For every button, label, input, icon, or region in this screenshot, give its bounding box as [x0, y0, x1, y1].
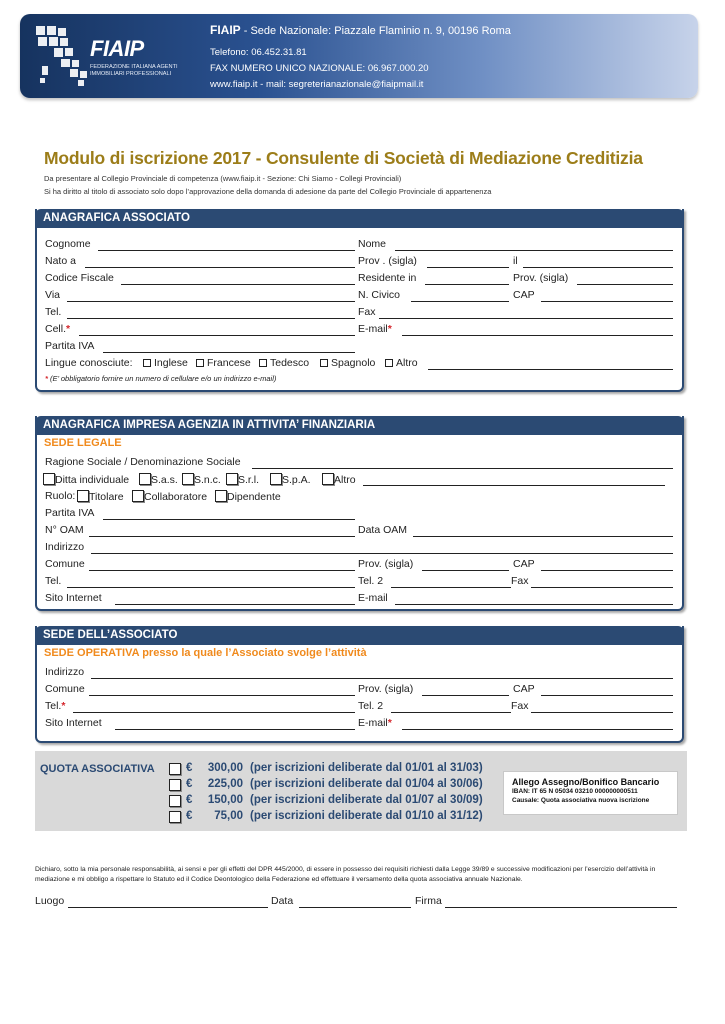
cap-field[interactable]	[541, 301, 673, 302]
required-note	[45, 374, 276, 383]
indirizzo-label: Indirizzo	[45, 541, 85, 553]
tel2-label: Tel. 2	[358, 575, 384, 587]
quota-amount: 150,00	[207, 794, 243, 806]
fax-label: Fax	[511, 575, 529, 587]
email-label	[358, 717, 392, 731]
nato-a-field[interactable]	[85, 267, 355, 268]
forma-snc-label: S.n.c.	[194, 474, 221, 486]
payment-iban: IBAN: IT 65 N 05034 03210 000000000511	[512, 788, 638, 795]
tel-label-text: Tel.	[45, 700, 62, 712]
required-mark: *	[387, 717, 392, 729]
letterhead-banner	[20, 14, 698, 98]
cell-label	[45, 323, 70, 337]
row-sito-sede	[45, 717, 680, 731]
nato-a-label: Nato a	[45, 255, 76, 267]
fax-label: Fax	[358, 306, 376, 318]
tel-label	[45, 700, 65, 714]
sito-field[interactable]	[115, 604, 355, 605]
quota-amount: 225,00	[207, 778, 243, 790]
tel-label: Tel.	[45, 306, 62, 318]
checkbox[interactable]	[196, 359, 204, 367]
partita-iva-label: Partita IVA	[45, 340, 95, 352]
sede-operativa-heading: SEDE OPERATIVA presso la quale l’Associato svolge l’attività	[44, 647, 367, 659]
checkbox[interactable]	[169, 763, 181, 775]
lingua-francese-label: Francese	[207, 357, 251, 369]
row-cell-email	[45, 323, 680, 337]
lingua-inglese[interactable]	[141, 357, 188, 371]
quota-amount: 75,00	[214, 810, 243, 822]
row-sito-impresa	[45, 592, 680, 606]
sito-label: Sito Internet	[45, 717, 102, 729]
forma-altro-label: Altro	[334, 474, 356, 486]
checkbox[interactable]	[215, 490, 227, 502]
declaration-text: Dichiaro, sotto la mia personale responsabilità, ai sensi e per gli effetti del DPR 445/2000, di essere in possesso dei requisiti richiesti dalla Legge 39/89 e successive modificazioni per l’esercizio dell’attività in mediazione e mi obbligo a rispettare lo Statuto ed il Codice Deontologico della Federazione ed effettuare il versamento della quota associativa annuale Nazionale.	[35, 866, 656, 883]
quota-description: (per iscrizioni deliberate dal 01/07 al 30/09)	[250, 794, 483, 806]
row-comune-sede	[45, 683, 680, 697]
header-fax: FAX NUMERO UNICO NAZIONALE: 06.967.000.20	[210, 63, 429, 74]
row-tel-impresa	[45, 575, 680, 589]
row-nato	[45, 255, 680, 269]
row-cognome-nome	[45, 238, 680, 252]
currency-symbol: €	[186, 810, 193, 822]
prov-sigla-label: Prov. (sigla)	[358, 683, 414, 695]
row-ragione-sociale	[45, 456, 680, 470]
header-phone: Telefono: 06.452.31.81	[210, 47, 307, 58]
section-heading: ANAGRAFICA ASSOCIATO	[35, 209, 684, 228]
header-web[interactable]: www.fiaip.it - mail: segreterianazionale@fiaipmail.it	[210, 79, 424, 90]
cap-field[interactable]	[541, 570, 673, 571]
cap-label: CAP	[513, 683, 535, 695]
italy-map-icon	[34, 24, 94, 90]
logo-wordmark: FIAIP	[90, 36, 144, 61]
ruolo-dipendente-label: Dipendente	[227, 491, 281, 503]
row-partita-iva	[45, 340, 680, 354]
prov-sigla-label: Prov . (sigla)	[358, 255, 417, 267]
prov-sigla-2-field[interactable]	[577, 284, 673, 285]
data-label: Data	[271, 895, 294, 907]
cognome-label: Cognome	[45, 238, 91, 250]
sito-field[interactable]	[115, 729, 355, 730]
cap-field[interactable]	[541, 695, 673, 696]
required-mark: *	[45, 374, 48, 383]
checkbox[interactable]	[259, 359, 267, 367]
ragione-sociale-field[interactable]	[252, 468, 673, 469]
section-heading: SEDE DELL’ASSOCIATO	[35, 626, 684, 645]
nome-field[interactable]	[395, 250, 673, 251]
forma-sas-label: S.a.s.	[151, 474, 178, 486]
indirizzo-field[interactable]	[91, 553, 673, 554]
prov-sigla-2-label: Prov. (sigla)	[513, 272, 569, 284]
n-oam-label: N° OAM	[45, 524, 84, 536]
partita-iva-field[interactable]	[103, 519, 355, 520]
lingua-altro-field[interactable]	[428, 369, 673, 370]
data-nascita-field[interactable]	[523, 267, 673, 268]
indirizzo-field[interactable]	[91, 678, 673, 679]
signature-row	[35, 895, 685, 909]
checkbox[interactable]	[322, 473, 334, 485]
quota-label: QUOTA ASSOCIATIVA	[40, 763, 155, 775]
lingua-inglese-label: Inglese	[154, 357, 188, 369]
section-anagrafica-impresa	[35, 416, 684, 611]
tel-field[interactable]	[67, 318, 355, 319]
required-mark: *	[61, 700, 66, 712]
forma-spa-label: S.p.A.	[282, 474, 311, 486]
cap-label: CAP	[513, 558, 535, 570]
fax-field[interactable]	[531, 587, 673, 588]
comune-field[interactable]	[89, 695, 355, 696]
forma-spa[interactable]	[270, 473, 311, 487]
forma-sas[interactable]	[139, 473, 178, 487]
checkbox[interactable]	[320, 359, 328, 367]
forma-altro[interactable]	[322, 473, 356, 487]
sito-label: Sito Internet	[45, 592, 102, 604]
tel2-field[interactable]	[391, 587, 511, 588]
cell-label-text: Cell.	[45, 323, 67, 335]
n-oam-field[interactable]	[89, 536, 355, 537]
header-contacts	[210, 22, 511, 93]
quota-amount: 300,00	[207, 762, 243, 774]
checkbox[interactable]	[385, 359, 393, 367]
quota-description: (per iscrizioni deliberate dal 01/04 al 30/06)	[250, 778, 483, 790]
prov-sigla-field[interactable]	[422, 695, 509, 696]
cell-field[interactable]	[79, 335, 355, 336]
tel-field[interactable]	[73, 712, 355, 713]
payment-info-box	[503, 771, 678, 815]
currency-symbol: €	[186, 778, 193, 790]
form-title: Modulo di iscrizione 2017 - Consulente di Società di Mediazione Creditizia	[44, 148, 643, 168]
comune-field[interactable]	[89, 570, 355, 571]
email-field[interactable]	[402, 729, 673, 730]
section-anagrafica-associato	[35, 209, 684, 392]
codice-fiscale-field[interactable]	[121, 284, 355, 285]
intro-line-1: Da presentare al Collegio Provinciale di competenza (www.fiaip.it - Sezione: Chi Siamo - Collegi Provinciali)	[44, 174, 402, 183]
comune-label: Comune	[45, 558, 85, 570]
data-oam-field[interactable]	[413, 536, 673, 537]
forma-srl[interactable]	[226, 473, 259, 487]
row-codice-fiscale	[45, 272, 680, 286]
via-field[interactable]	[67, 301, 355, 302]
nome-label: Nome	[358, 238, 387, 250]
ruolo-titolare-label: Titolare	[89, 491, 124, 503]
row-lingue	[45, 357, 680, 371]
row-tel-fax	[45, 306, 680, 320]
section-sede-associato	[35, 626, 684, 743]
required-mark: *	[387, 323, 392, 335]
prov-sigla-label: Prov. (sigla)	[358, 558, 414, 570]
checkbox[interactable]	[169, 811, 181, 823]
via-label: Via	[45, 289, 60, 301]
partita-iva-field[interactable]	[103, 352, 355, 353]
currency-symbol: €	[186, 762, 193, 774]
cognome-field[interactable]	[98, 250, 355, 251]
ruolo-collaboratore-label: Collaboratore	[144, 491, 208, 503]
ruolo-collaboratore[interactable]	[132, 490, 207, 504]
checkbox[interactable]	[270, 473, 282, 485]
forma-altro-field[interactable]	[363, 485, 665, 486]
section-heading: ANAGRAFICA IMPRESA AGENZIA IN ATTIVITA’ FINANZIARIA	[35, 416, 684, 435]
lingua-spagnolo-label: Spagnolo	[331, 357, 376, 369]
row-forma-giuridica	[43, 473, 678, 487]
header-brand: FIAIP	[210, 23, 241, 37]
il-label: il	[513, 255, 518, 267]
ruolo-label: Ruolo:	[45, 490, 76, 502]
quota-description: (per iscrizioni deliberate dal 01/10 al 31/12)	[250, 810, 483, 822]
checkbox[interactable]	[169, 779, 181, 791]
intro-text	[44, 172, 491, 198]
sede-legale-heading: SEDE LEGALE	[44, 437, 122, 449]
required-mark: *	[66, 323, 71, 335]
checkbox[interactable]	[226, 473, 238, 485]
row-partita-iva-impresa	[45, 507, 680, 521]
prov-sigla-field[interactable]	[422, 570, 509, 571]
row-comune-impresa	[45, 558, 680, 572]
n-civico-label: N. Civico	[358, 289, 401, 301]
residente-in-field[interactable]	[425, 284, 509, 285]
ruolo-dipendente[interactable]	[215, 490, 281, 504]
email-label-text: E-mail	[358, 323, 388, 335]
lingue-label: Lingue conosciute:	[45, 357, 133, 369]
tel2-label: Tel. 2	[358, 700, 384, 712]
checkbox[interactable]	[143, 359, 151, 367]
row-oam	[45, 524, 680, 538]
email-field[interactable]	[395, 604, 673, 605]
header-address	[210, 22, 511, 39]
checkbox[interactable]	[77, 490, 89, 502]
quota-associativa-panel	[35, 751, 687, 831]
payment-causale: Causale: Quota associativa nuova iscrizione	[512, 797, 650, 804]
luogo-label: Luogo	[35, 895, 65, 907]
fax-label: Fax	[511, 700, 529, 712]
lingua-spagnolo[interactable]	[318, 357, 375, 371]
lingua-altro-label: Altro	[396, 357, 418, 369]
ragione-sociale-label: Ragione Sociale / Denominazione Sociale	[45, 456, 241, 468]
partita-iva-label: Partita IVA	[45, 507, 95, 519]
currency-symbol: €	[186, 794, 193, 806]
tel-label: Tel.	[45, 575, 62, 587]
lingua-tedesco-label: Tedesco	[270, 357, 310, 369]
forma-ditta[interactable]	[43, 473, 129, 487]
fax-field[interactable]	[379, 318, 673, 319]
firma-field[interactable]	[445, 907, 677, 908]
comune-label: Comune	[45, 683, 85, 695]
prov-sigla-field[interactable]	[427, 267, 509, 268]
checkbox[interactable]	[43, 473, 55, 485]
fiaip-logo	[28, 22, 198, 92]
codice-fiscale-label: Codice Fiscale	[45, 272, 114, 284]
luogo-field[interactable]	[68, 907, 268, 908]
n-civico-field[interactable]	[411, 301, 509, 302]
payment-title: Allego Assegno/Bonifico Bancario	[512, 777, 660, 787]
tel-field[interactable]	[67, 587, 355, 588]
row-via	[45, 289, 680, 303]
checkbox[interactable]	[182, 473, 194, 485]
required-note-text: (E’ obbligatorio fornire un numero di cellulare e/o un indirizzo e-mail)	[50, 374, 277, 383]
lingua-tedesco[interactable]	[257, 357, 309, 371]
checkbox[interactable]	[139, 473, 151, 485]
forma-snc[interactable]	[182, 473, 221, 487]
forma-ditta-label: Ditta individuale	[55, 474, 130, 486]
residente-in-label: Residente in	[358, 272, 417, 284]
forma-srl-label: S.r.l.	[238, 474, 260, 486]
cap-label: CAP	[513, 289, 535, 301]
header-address-text: - Sede Nazionale: Piazzale Flaminio n. 9, 00196 Roma	[240, 25, 511, 37]
quota-description: (per iscrizioni deliberate dal 01/01 al 31/03)	[250, 762, 483, 774]
logo-subtitle: FEDERAZIONE ITALIANA AGENTI IMMOBILIARI PROFESSIONALI	[90, 64, 178, 77]
row-tel-sede	[45, 700, 680, 714]
email-field[interactable]	[402, 335, 673, 336]
tel2-field[interactable]	[391, 712, 511, 713]
data-field[interactable]	[299, 907, 411, 908]
intro-line-2: Si ha diritto al titolo di associato solo dopo l’approvazione della domanda di adesione da parte del Collegio Provinciale di appartenenza	[44, 187, 492, 196]
email-label: E-mail	[358, 592, 388, 604]
lingua-altro[interactable]	[383, 357, 418, 371]
data-oam-label: Data OAM	[358, 524, 408, 536]
row-indirizzo-sede	[45, 666, 680, 680]
lingua-francese[interactable]	[194, 357, 251, 371]
indirizzo-label: Indirizzo	[45, 666, 85, 678]
checkbox[interactable]	[132, 490, 144, 502]
fax-field[interactable]	[531, 712, 673, 713]
row-ruolo	[45, 490, 680, 504]
ruolo-titolare[interactable]	[77, 490, 124, 504]
checkbox[interactable]	[169, 795, 181, 807]
firma-label: Firma	[415, 895, 442, 907]
email-label-text: E-mail	[358, 717, 388, 729]
email-label	[358, 323, 392, 337]
row-indirizzo-impresa	[45, 541, 680, 555]
